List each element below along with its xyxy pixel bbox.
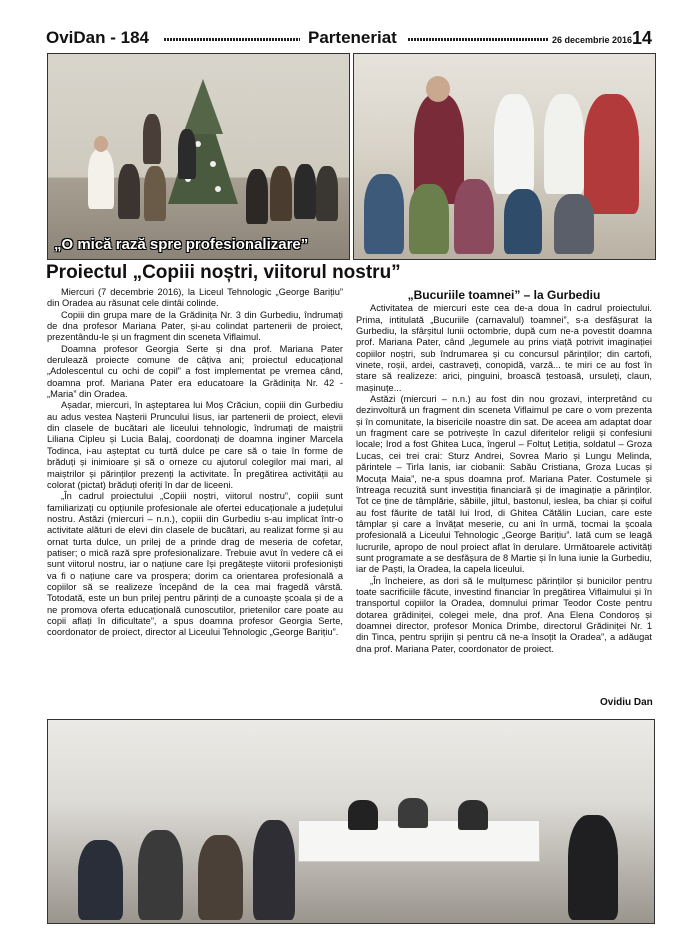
paragraph: Activitatea de miercuri este cea de-a doua în cadrul proiectului. Prima, intitulată „Bucuriile (carnavalul) toamnei”, s-a desfășurat la Gurbediu, la sfârșitul lunii octombrie, după cum ne-a povestit doamna prof. Mariana Pater, când „legumele au prins viață potrivit imaginației copiilor noștri, sub îndrumarea și cu concursul părinților; din cartofi, vinete, roșii, ardei, castraveți, conopidă, varză... te miri ce au fost în stare să realizeze: arici, pinguini, broască țestoasă, ursuleți, claun, mașinuțe...	[356, 303, 652, 393]
child-figure	[554, 194, 594, 254]
header-rule-right	[408, 38, 548, 41]
child-figure	[316, 166, 338, 221]
child-figure	[294, 164, 316, 219]
author-signature: Ovidiu Dan	[600, 697, 653, 708]
person-figure	[458, 800, 488, 830]
article-right-column	[356, 290, 652, 655]
paragraph: Astăzi (miercuri – n.n.) au fost din nou grozavi, interpretând cu dezinvoltură un fragment din sceneta Viflaimul pe care o vom prezenta și în comunitate, la bisericile noastre din sat. De aceea am adaptat doar un fragment care se potrivește în cazul diferitelor religii și confesiuni locale; Irod a fost Ghitea Luca, îngerul – Foltuț Letiția, soldatul – Groza Lucas, cei trei crai: Sturz Andrei, Sovrea Mario și Lungu Melinda, părintele – Tirla Ianis, iar ciobanii: Sabău Cristiana, Groza Lucas și Mocuța Maia”, ne-a spus doamna prof. Mariana Pater. Costumele și întreaga recuzită sunt investiția financiară și de imaginație a părinților. Tot ce ține de tâmplărie, săbiile, jiltul, bastonul, ieslea, ba chiar și coiful au fost făurite de tatăl lui Irod, di Ghitea Cătălin Lucian, care este tâmplar și care a învățat meserie, cu ani în urmă, tocmai la școala profesională a Liceului Tehnologic „George Barițiu”. Iată cum se leagă lucrurile, apropo de noul proiect aflat în derulare. Următoarele activități sunt programate a se desfășura de 8 Martie și în luna iunie la Gurbediu, iar de Paști, la Oradea, la capela liceului.	[356, 394, 652, 575]
child-figure	[364, 174, 404, 254]
article-title: Proiectul „Copiii noștri, viitorul nostru”	[46, 262, 401, 283]
paragraph: „În cadrul proiectului „Copiii noștri, viitorul nostru”, copiii sunt familiarizați cu opțiunile profesionale ale ofertei educaționale a județului nostru. Astăzi (miercuri – n.n.), copiii din Gurbediu s-au implicat într-o activitate alături de elevi din clasele de bucătari, au realizat forme și au ornat turta dulce, un prilej de a prinde drag de meseria de cofetar, patiser; o mică rază spre profesionalizare. Trebuie avut în vedere că ei sunt viitorul nostru, iar o națiune care își pregătește viitorii profesioniști va fi o națiune care va prospera; dorim ca orientarea profesională a copiilor să se realizeze începând de la cea mai fragedă vârstă. Totodată, este un bun prilej pentru părinți de a cunoaște școala și de a ne promova oferta educațională cunoscutilor, prietenilor care poate au copii aflați în dificultate”, a spus doamna profesor Georgia Serte, coordonator de proiect, director al Liceului Tehnologic „George Barițiu”.	[47, 491, 343, 638]
person-figure	[568, 815, 618, 920]
article-left-column	[47, 287, 343, 639]
child-figure	[454, 179, 494, 254]
paragraph: „În încheiere, as dori să le mulțumesc părinților și bunicilor pentru toate sacrificiile făcute, investind financiar în pregătirea Viflaimului și în transportul copiilor la Oradea, domnului primar Teodor Coste pentru dotarea grădiniței, colegei mele, dna prof. Ana Elena Condoroș și doamnei director, profesor Monica Drimbe, directorul Grădiniței Nr. 1 din Tinca, pentru sprijin și pentru că ne-a însoțit la Oradea”, a adăugat dna prof. Mariana Pater, coordonator de proiect.	[356, 575, 652, 654]
child-figure	[409, 184, 449, 254]
adult-figure	[178, 129, 196, 179]
header-rule-left	[164, 38, 300, 41]
publication-name: OviDan - 184	[46, 28, 149, 47]
paragraph: Copiii din grupa mare de la Grădinița Nr. 3 din Gurbediu, îndrumați de dna profesor Mariana Pater, și-au colindat partenerii de proiect, prezentându-le și un fragment din sceneta Viflaimul.	[47, 309, 343, 343]
subheading: „Bucuriile toamnei” – la Gurbediu	[407, 288, 601, 302]
child-figure	[270, 166, 292, 221]
photo-group-cooks	[353, 53, 656, 260]
adult-head	[426, 76, 450, 102]
paragraph: Miercuri (7 decembrie 2016), la Liceul Tehnologic „George Barițiu” din Oradea au răsunat cele dintâi colinde.	[47, 287, 343, 309]
person-figure	[348, 800, 378, 830]
photo-caption: „O mică rază spre profesionalizare”	[54, 236, 309, 253]
adult-figure	[584, 94, 639, 214]
paragraph: Așadar, miercuri, în așteptarea lui Moș Crăciun, copiii din Gurbediu au adus vestea Nașterii Pruncului Iisus, iar partenerii de proiect, elevii din clasele de bucătari ale liceului tehnologic, îndrumați de maiștrii Liliana Cipleu și Lucia Balaj, coordonați de doamna inginer Marcela Todinca, i-au așteptat cu turtă dulce pe care să o taie în forme de brăduți și inimioare și să o orneze cu ajutorul colegilor mai mari, al maiștrilor și părinților prezenți la activitate. În pregătirea activității au colorat (pictat) brăduți oferiți în dar de liceeni.	[47, 400, 343, 490]
photo-audience	[47, 719, 655, 924]
page-number: 14	[632, 28, 653, 48]
child-figure	[144, 166, 166, 221]
photo-nativity-play	[47, 53, 350, 260]
cook-figure	[544, 94, 584, 194]
child-head	[94, 136, 108, 152]
section-title: Parteneriat	[308, 28, 397, 47]
child-figure	[88, 149, 114, 209]
child-figure	[504, 189, 542, 254]
person-figure	[198, 835, 243, 920]
cook-figure	[494, 94, 534, 194]
person-figure	[78, 840, 123, 920]
person-figure	[253, 820, 295, 920]
adult-figure	[143, 114, 161, 164]
paragraph: Doamna profesor Georgia Serte și dna prof. Mariana Pater derulează proiecte comune de câțiva ani; proiectul educațional „Adolescentul cu ochi de copil” a fost implementat pe vremea când, doamna prof. Mariana Pater era educatoare la Grădinița Nr. 42 - „Maria” din Oradea.	[47, 343, 343, 400]
child-figure	[118, 164, 140, 219]
child-figure	[246, 169, 268, 224]
person-figure	[138, 830, 183, 920]
issue-date: 26 decembrie 2016	[552, 35, 633, 45]
person-figure	[398, 798, 428, 828]
page-header	[46, 28, 654, 50]
